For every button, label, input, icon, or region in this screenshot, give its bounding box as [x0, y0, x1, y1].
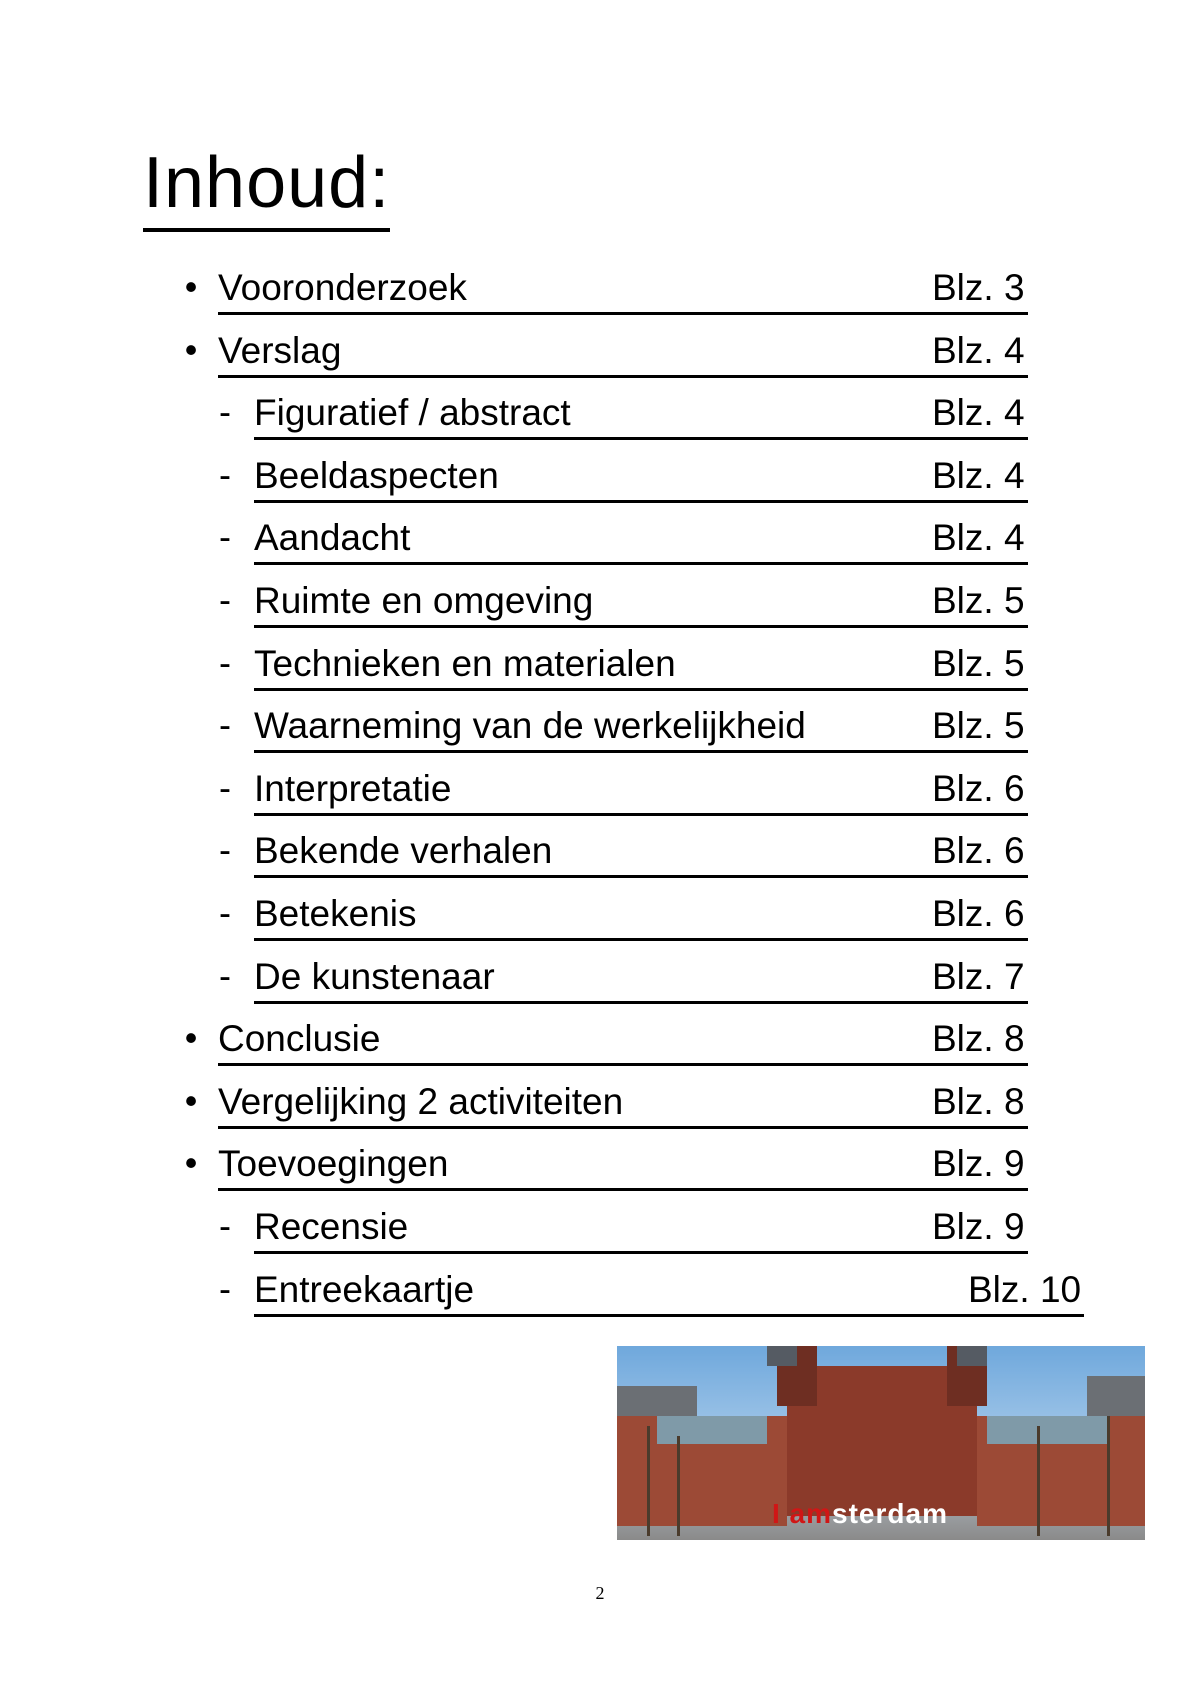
toc-entry-line[interactable] — [254, 1264, 1084, 1317]
toc-entry-line[interactable] — [254, 575, 1028, 628]
page-number: 2 — [595, 1583, 605, 1603]
toc-entry-title: Ruimte en omgeving — [254, 580, 594, 621]
toc-entry-title: Vergelijking 2 activiteiten — [218, 1081, 624, 1122]
dash-marker: - — [219, 642, 231, 683]
toc-entry-title: Recensie — [254, 1206, 409, 1247]
toc-entry[interactable] — [0, 1076, 1200, 1126]
toc-entry-title: Vooronderzoek — [218, 267, 467, 308]
toc-entry[interactable] — [0, 951, 1200, 1001]
toc-entry-title: Beeldaspecten — [254, 455, 499, 496]
toc-entry-page: Blz. 9 — [932, 1143, 1025, 1184]
dash-marker: - — [219, 579, 231, 620]
toc-entry-title: Conclusie — [218, 1018, 381, 1059]
toc-entry-title: Interpretatie — [254, 768, 452, 809]
toc-entry-line[interactable] — [218, 262, 1028, 315]
toc-entry-page: Blz. 5 — [932, 580, 1025, 621]
bullet-icon: • — [184, 329, 198, 370]
toc-entry-line[interactable] — [218, 325, 1028, 378]
toc-entry-page: Blz. 8 — [932, 1081, 1025, 1122]
toc-entry[interactable] — [0, 575, 1200, 625]
toc-entry-line[interactable] — [254, 825, 1028, 878]
toc-entry-page: Blz. 4 — [932, 392, 1025, 433]
toc-entry-line[interactable] — [254, 763, 1028, 816]
bullet-icon: • — [184, 1142, 198, 1183]
dash-marker: - — [219, 516, 231, 557]
toc-entry[interactable] — [0, 1138, 1200, 1188]
toc-entry-line[interactable] — [254, 888, 1028, 941]
toc-entry[interactable] — [0, 1013, 1200, 1063]
toc-entry-page: Blz. 6 — [932, 830, 1025, 871]
page-title: Inhoud: — [143, 138, 390, 232]
toc-entry-title: Verslag — [218, 330, 342, 371]
toc-entry-title: Aandacht — [254, 517, 411, 558]
bullet-icon: • — [184, 1080, 198, 1121]
toc-entry-page: Blz. 9 — [932, 1206, 1025, 1247]
toc-entry-line[interactable] — [254, 512, 1028, 565]
toc-entry[interactable] — [0, 1264, 1200, 1314]
dash-marker: - — [219, 955, 231, 996]
toc-entry-line[interactable] — [254, 700, 1028, 753]
toc-entry-page: Blz. 6 — [932, 768, 1025, 809]
toc-entry[interactable] — [0, 450, 1200, 500]
toc-entry[interactable] — [0, 638, 1200, 688]
dash-marker: - — [219, 1205, 231, 1246]
toc-entry[interactable] — [0, 262, 1200, 312]
toc-entry-page: Blz. 10 — [968, 1269, 1082, 1310]
dash-marker: - — [219, 767, 231, 808]
toc-entry-page: Blz. 5 — [932, 705, 1025, 746]
toc-entry-line[interactable] — [254, 638, 1028, 691]
toc-entry-page: Blz. 8 — [932, 1018, 1025, 1059]
toc-entry-page: Blz. 4 — [932, 330, 1025, 371]
iamsterdam-sign: I amsterdam — [772, 1498, 948, 1529]
toc-entry-line[interactable] — [218, 1138, 1028, 1191]
dash-marker: - — [219, 704, 231, 745]
toc-entry-page: Blz. 4 — [932, 455, 1025, 496]
toc-entry[interactable] — [0, 325, 1200, 375]
toc-entry[interactable] — [0, 512, 1200, 562]
toc-entry-page: Blz. 6 — [932, 893, 1025, 934]
bullet-icon: • — [184, 266, 198, 307]
toc-entry-title: Entreekaartje — [254, 1269, 475, 1310]
toc-entry[interactable] — [0, 763, 1200, 813]
toc-entry-line[interactable] — [218, 1076, 1028, 1129]
toc-entry-title: Figuratief / abstract — [254, 392, 571, 433]
toc-entry-title: Waarneming van de werkelijkheid — [254, 705, 806, 746]
toc-entry-title: Toevoegingen — [218, 1143, 449, 1184]
dash-marker: - — [219, 1268, 231, 1309]
toc-entry-line[interactable] — [254, 387, 1028, 440]
toc-entry-title: Betekenis — [254, 893, 417, 934]
toc-entry[interactable] — [0, 1201, 1200, 1251]
toc-entry-page: Blz. 3 — [932, 267, 1025, 308]
toc-entry-page: Blz. 4 — [932, 517, 1025, 558]
dash-marker: - — [219, 454, 231, 495]
toc-entry-title: Technieken en materialen — [254, 643, 676, 684]
toc-entry[interactable] — [0, 888, 1200, 938]
toc-entry[interactable] — [0, 387, 1200, 437]
toc-entry-title: Bekende verhalen — [254, 830, 553, 871]
dash-marker: - — [219, 892, 231, 933]
toc-entry-title: De kunstenaar — [254, 956, 495, 997]
toc-entry-line[interactable] — [254, 951, 1028, 1004]
rijksmuseum-photo — [617, 1346, 1145, 1540]
toc-entry-page: Blz. 7 — [932, 956, 1025, 997]
toc-entry-line[interactable] — [254, 450, 1028, 503]
dash-marker: - — [219, 391, 231, 432]
toc-entry-page: Blz. 5 — [932, 643, 1025, 684]
toc-entry[interactable] — [0, 700, 1200, 750]
toc-entry-line[interactable] — [218, 1013, 1028, 1066]
toc-entry-line[interactable] — [254, 1201, 1028, 1254]
dash-marker: - — [219, 829, 231, 870]
toc-entry[interactable] — [0, 825, 1200, 875]
bullet-icon: • — [184, 1017, 198, 1058]
